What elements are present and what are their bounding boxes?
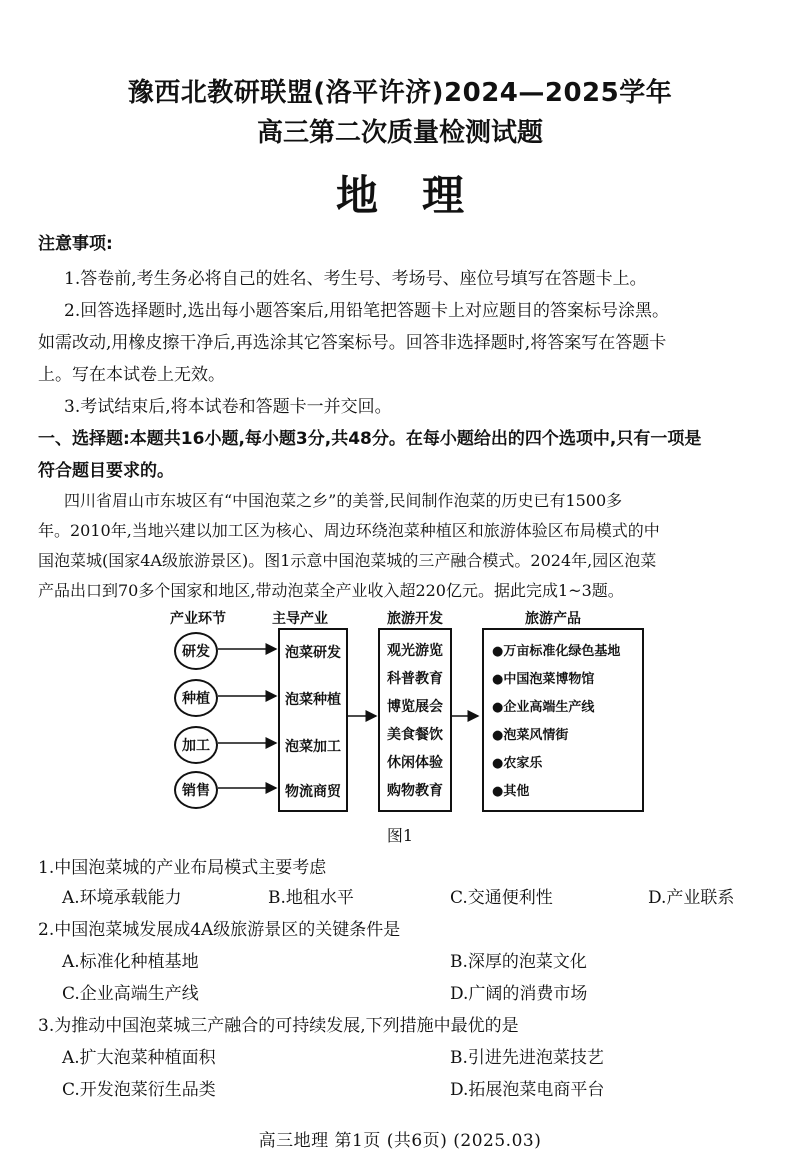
tourism-dev-item: 美食餐饮: [387, 727, 443, 743]
notice-item-1: 1.答卷前,考生务必将自己的姓名、考生号、考场号、座位号填写在答题卡上。: [64, 269, 647, 289]
stage-planting: 种植: [174, 679, 218, 717]
question-3-option-b: B.引进先进泡菜技艺: [450, 1048, 604, 1068]
exam-title-line1: 豫西北教研联盟(洛平许济)2024—2025学年: [127, 78, 673, 108]
question-1-stem: 1.中国泡菜城的产业布局模式主要考虑: [38, 858, 327, 878]
question-3-stem: 3.为推动中国泡菜城三产融合的可持续发展,下列措施中最优的是: [38, 1016, 519, 1036]
tourism-product-box: [482, 628, 644, 812]
product-item: ●泡菜风情街: [492, 728, 569, 743]
notice-item-3: 3.考试结束后,将本试卷和答题卡一并交回。: [64, 397, 392, 417]
tourism-dev-item: 博览展会: [387, 699, 443, 715]
question-2-option-d: D.广阔的消费市场: [450, 984, 588, 1004]
material-line-1: 四川省眉山市东坡区有“中国泡菜之乡”的美誉,民间制作泡菜的历史已有1500多: [64, 491, 623, 510]
subject-title: 地理: [335, 171, 508, 220]
industry-item: 物流商贸: [285, 784, 341, 800]
tourism-dev-item: 科普教育: [387, 671, 443, 687]
tourism-dev-item: 观光游览: [387, 643, 443, 659]
page-footer: 高三地理 第1页 (共6页) (2025.03): [258, 1131, 542, 1151]
industry-item: 泡菜加工: [285, 739, 341, 755]
question-3-option-c: C.开发泡菜衍生品类: [62, 1080, 216, 1100]
figure-1-diagram: [150, 608, 670, 823]
header-stage: 产业环节: [170, 611, 226, 627]
header-tourism-product: 旅游产品: [525, 611, 581, 627]
question-2-option-c: C.企业高端生产线: [62, 984, 199, 1004]
tourism-dev-box: [378, 628, 452, 812]
material-line-2: 年。2010年,当地兴建以加工区为核心、周边环绕泡菜种植区和旅游体验区布局模式的中: [38, 521, 660, 540]
product-item: ●其他: [492, 784, 530, 799]
question-1-option-a: A.环境承载能力: [62, 888, 182, 908]
stage-sales: 销售: [174, 771, 218, 809]
header-industry: 主导产业: [272, 611, 328, 627]
material-line-3: 国泡菜城(国家4A级旅游景区)。图1示意中国泡菜城的三产融合模式。2024年,园区泡菜: [38, 551, 657, 570]
notice-item-2a: 2.回答选择题时,选出每小题答案后,用铅笔把答题卡上对应题目的答案标号涂黑。: [64, 301, 670, 321]
tourism-dev-item: 休闲体验: [387, 755, 443, 771]
section-heading-b: 符合题目要求的。: [38, 461, 174, 481]
industry-item: 泡菜种植: [285, 692, 341, 708]
question-2-stem: 2.中国泡菜城发展成4A级旅游景区的关键条件是: [38, 920, 401, 940]
product-item: ●中国泡菜博物馆: [492, 672, 595, 687]
notice-item-2c: 上。写在本试卷上无效。: [38, 365, 225, 385]
question-1-option-d: D.产业联系: [648, 888, 735, 908]
question-2-option-b: B.深厚的泡菜文化: [450, 952, 587, 972]
material-line-4: 产品出口到70多个国家和地区,带动泡菜全产业收入超220亿元。据此完成1~3题。: [38, 581, 624, 600]
question-3-option-d: D.拓展泡菜电商平台: [450, 1080, 605, 1100]
product-item: ●企业高端生产线: [492, 700, 595, 715]
industry-box: [278, 628, 348, 812]
question-2-option-a: A.标准化种植基地: [62, 952, 199, 972]
figure-caption: 图1: [386, 826, 414, 845]
stage-research: 研发: [174, 632, 218, 670]
question-3-option-a: A.扩大泡菜种植面积: [62, 1048, 216, 1068]
product-item: ●万亩标准化绿色基地: [492, 644, 621, 659]
notice-item-2b: 如需改动,用橡皮擦干净后,再选涂其它答案标号。回答非选择题时,将答案写在答题卡: [38, 333, 667, 353]
stage-processing: 加工: [174, 726, 218, 764]
notice-heading: 注意事项:: [38, 234, 113, 254]
industry-item: 泡菜研发: [285, 645, 341, 661]
exam-title-line2: 高三第二次质量检测试题: [256, 118, 543, 148]
product-item: ●农家乐: [492, 756, 543, 771]
header-tourism-dev: 旅游开发: [387, 611, 443, 627]
question-1-option-b: B.地租水平: [268, 888, 354, 908]
tourism-dev-item: 购物教育: [387, 783, 443, 799]
section-heading-a: 一、选择题:本题共16小题,每小题3分,共48分。在每小题给出的四个选项中,只有一项是: [38, 429, 702, 449]
question-1-option-c: C.交通便利性: [450, 888, 553, 908]
